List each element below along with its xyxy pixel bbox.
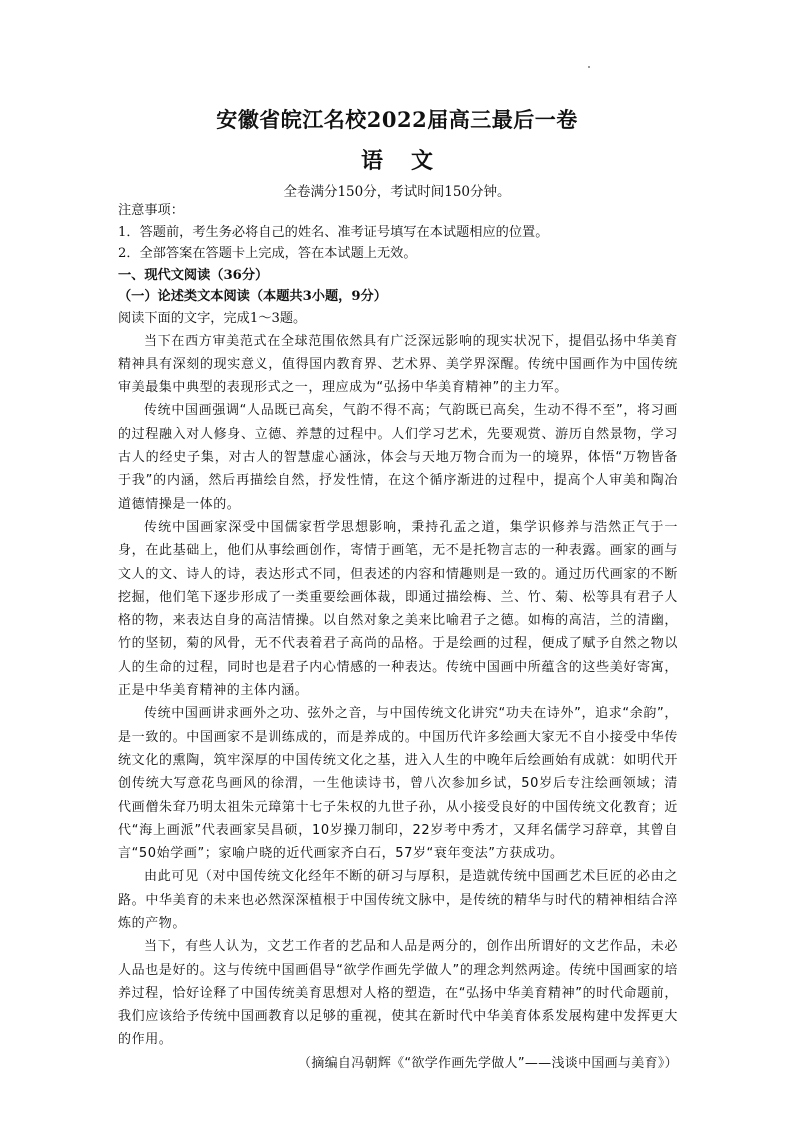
article-paragraph: 传统中国画强调“人品既已高矣，气韵不得不高；气韵既已高矣，生动不得不至”，将习画的过程融入对人修身、立德、养慧的过程中。人们学习艺术，先要观赏、游历自然景物，学习古人的经史子集，对古人的智慧虚心涵泳，体会与天地万物合而为一的境界，体悟“万物皆备于我”的内涵，然后再描绘自然，抒发性情，在这个循序渐进的过程中，提高个人审美和陶冶道德情操是一体的。 (118, 403, 678, 512)
section-heading: 一、现代文阅读（36分） (118, 267, 269, 283)
scan-speck (588, 66, 590, 68)
notice-heading: 注意事项： (118, 203, 184, 218)
notice-item: 1．答题前，考生务必将自己的姓名、准考证号填写在本试题相应的位置。 (118, 224, 549, 240)
article-paragraph: 传统中国画家深受中国儒家哲学思想影响，秉持孔孟之道，集学识修养与浩然正气于一身，在此基础上，他们从事绘画创作，寄情于画笔，无不是托物言志的一种表露。画家的画与文人的文、诗人的诗，表达形式不同，但表述的内容和情趣则是一致的。通过历代画家的不断挖掘，他们笔下逐步形成了一类重要绘画体裁，即通过描绘梅、兰、竹、菊、松等具有君子人格的物，来表达自身的高洁情操。以自然对象之美来比喻君子之德。如梅的高洁，兰的清幽，竹的坚韧，菊的风骨，无不代表着君子高尚的品格。于是绘画的过程，便成了赋予自然之物以人的生命的过程，同时也是君子内心情感的一种表达。传统中国画中所蕴含的这些美好寄寓，正是中华美育精神的主体内涵。 (118, 519, 678, 699)
section-subheading: （一）论述类文本阅读（本题共3小题，9分） (118, 289, 387, 305)
article-paragraph: 传统中国画讲求画外之功、弦外之音，与中国传统文化讲究“功夫在诗外”，追求“余韵”，是一致的。中国画家不是训练成的，而是养成的。中国历代许多绘画大家无不自小接受中华传统文化的熏陶，筑牢深厚的中国传统文化之基，进入人生的中晚年后绘画始有成就：如明代开创传统大写意花鸟画风的徐渭，一生他读诗书，曾八次参加乡试，50岁后专注绘画领域；清代画僧朱耷乃明太祖朱元璋第十七子朱权的九世子孙，从小接受良好的中国传统文化教育；近代“海上画派”代表画家吴昌硕，10岁操刀制印，22岁考中秀才，又拜名儒学习辞章，其曾自言“50始学画”；家喻户晓的近代画家齐白石，57岁“衰年变法”方获成功。 (118, 706, 678, 862)
exam-title: 安徽省皖江名校2022届高三最后一卷 (216, 107, 578, 132)
article-paragraph: 当下在西方审美范式在全球范围依然具有广泛深远影响的现实状况下，提倡弘扬中华美育精神具有深刻的现实意义，值得国内教育界、艺术界、美学界深醒。传统中国画作为中国传统审美最集中典型的表现形式之一，理应成为“弘扬中华美育精神”的主力军。 (118, 333, 678, 396)
article-source: （摘编自冯朝辉《“欲学作画先学做人”——浅谈中国画与美育》） (298, 1055, 678, 1071)
reading-instruction: 阅读下面的文字，完成1～3题。 (118, 310, 307, 326)
article-paragraph: 当下，有些人认为，文艺工作者的艺品和人品是两分的，创作出所谓好的文艺作品，未必人品也是好的。这与传统中国画倡导“欲学作画先学做人”的理念判然两途。传统中国画家的培养过程，恰好诠释了中国传统美育思想对人格的塑造，在“弘扬中华美育精神”的时代命题前，我们应该给予传统中国画教育以足够的重视，使其在新时代中华美育体系发展构建中发挥更大的作用。 (118, 939, 678, 1048)
notice-item: 2．全部答案在答题卡上完成，答在本试题上无效。 (118, 246, 417, 262)
exam-meta: 全卷满分150分，考试时间150分钟。 (283, 184, 511, 200)
subject-title: 语文 (360, 148, 461, 174)
exam-body (118, 200, 678, 1075)
article-paragraph: 由此可见（对中国传统文化经年不断的研习与厚积，是造就传统中国画艺术巨匠的必由之路。中华美育的未来也必然深深植根于中国传统文脉中，是传统的精华与时代的精神相结合淬炼的产物。 (118, 869, 678, 931)
